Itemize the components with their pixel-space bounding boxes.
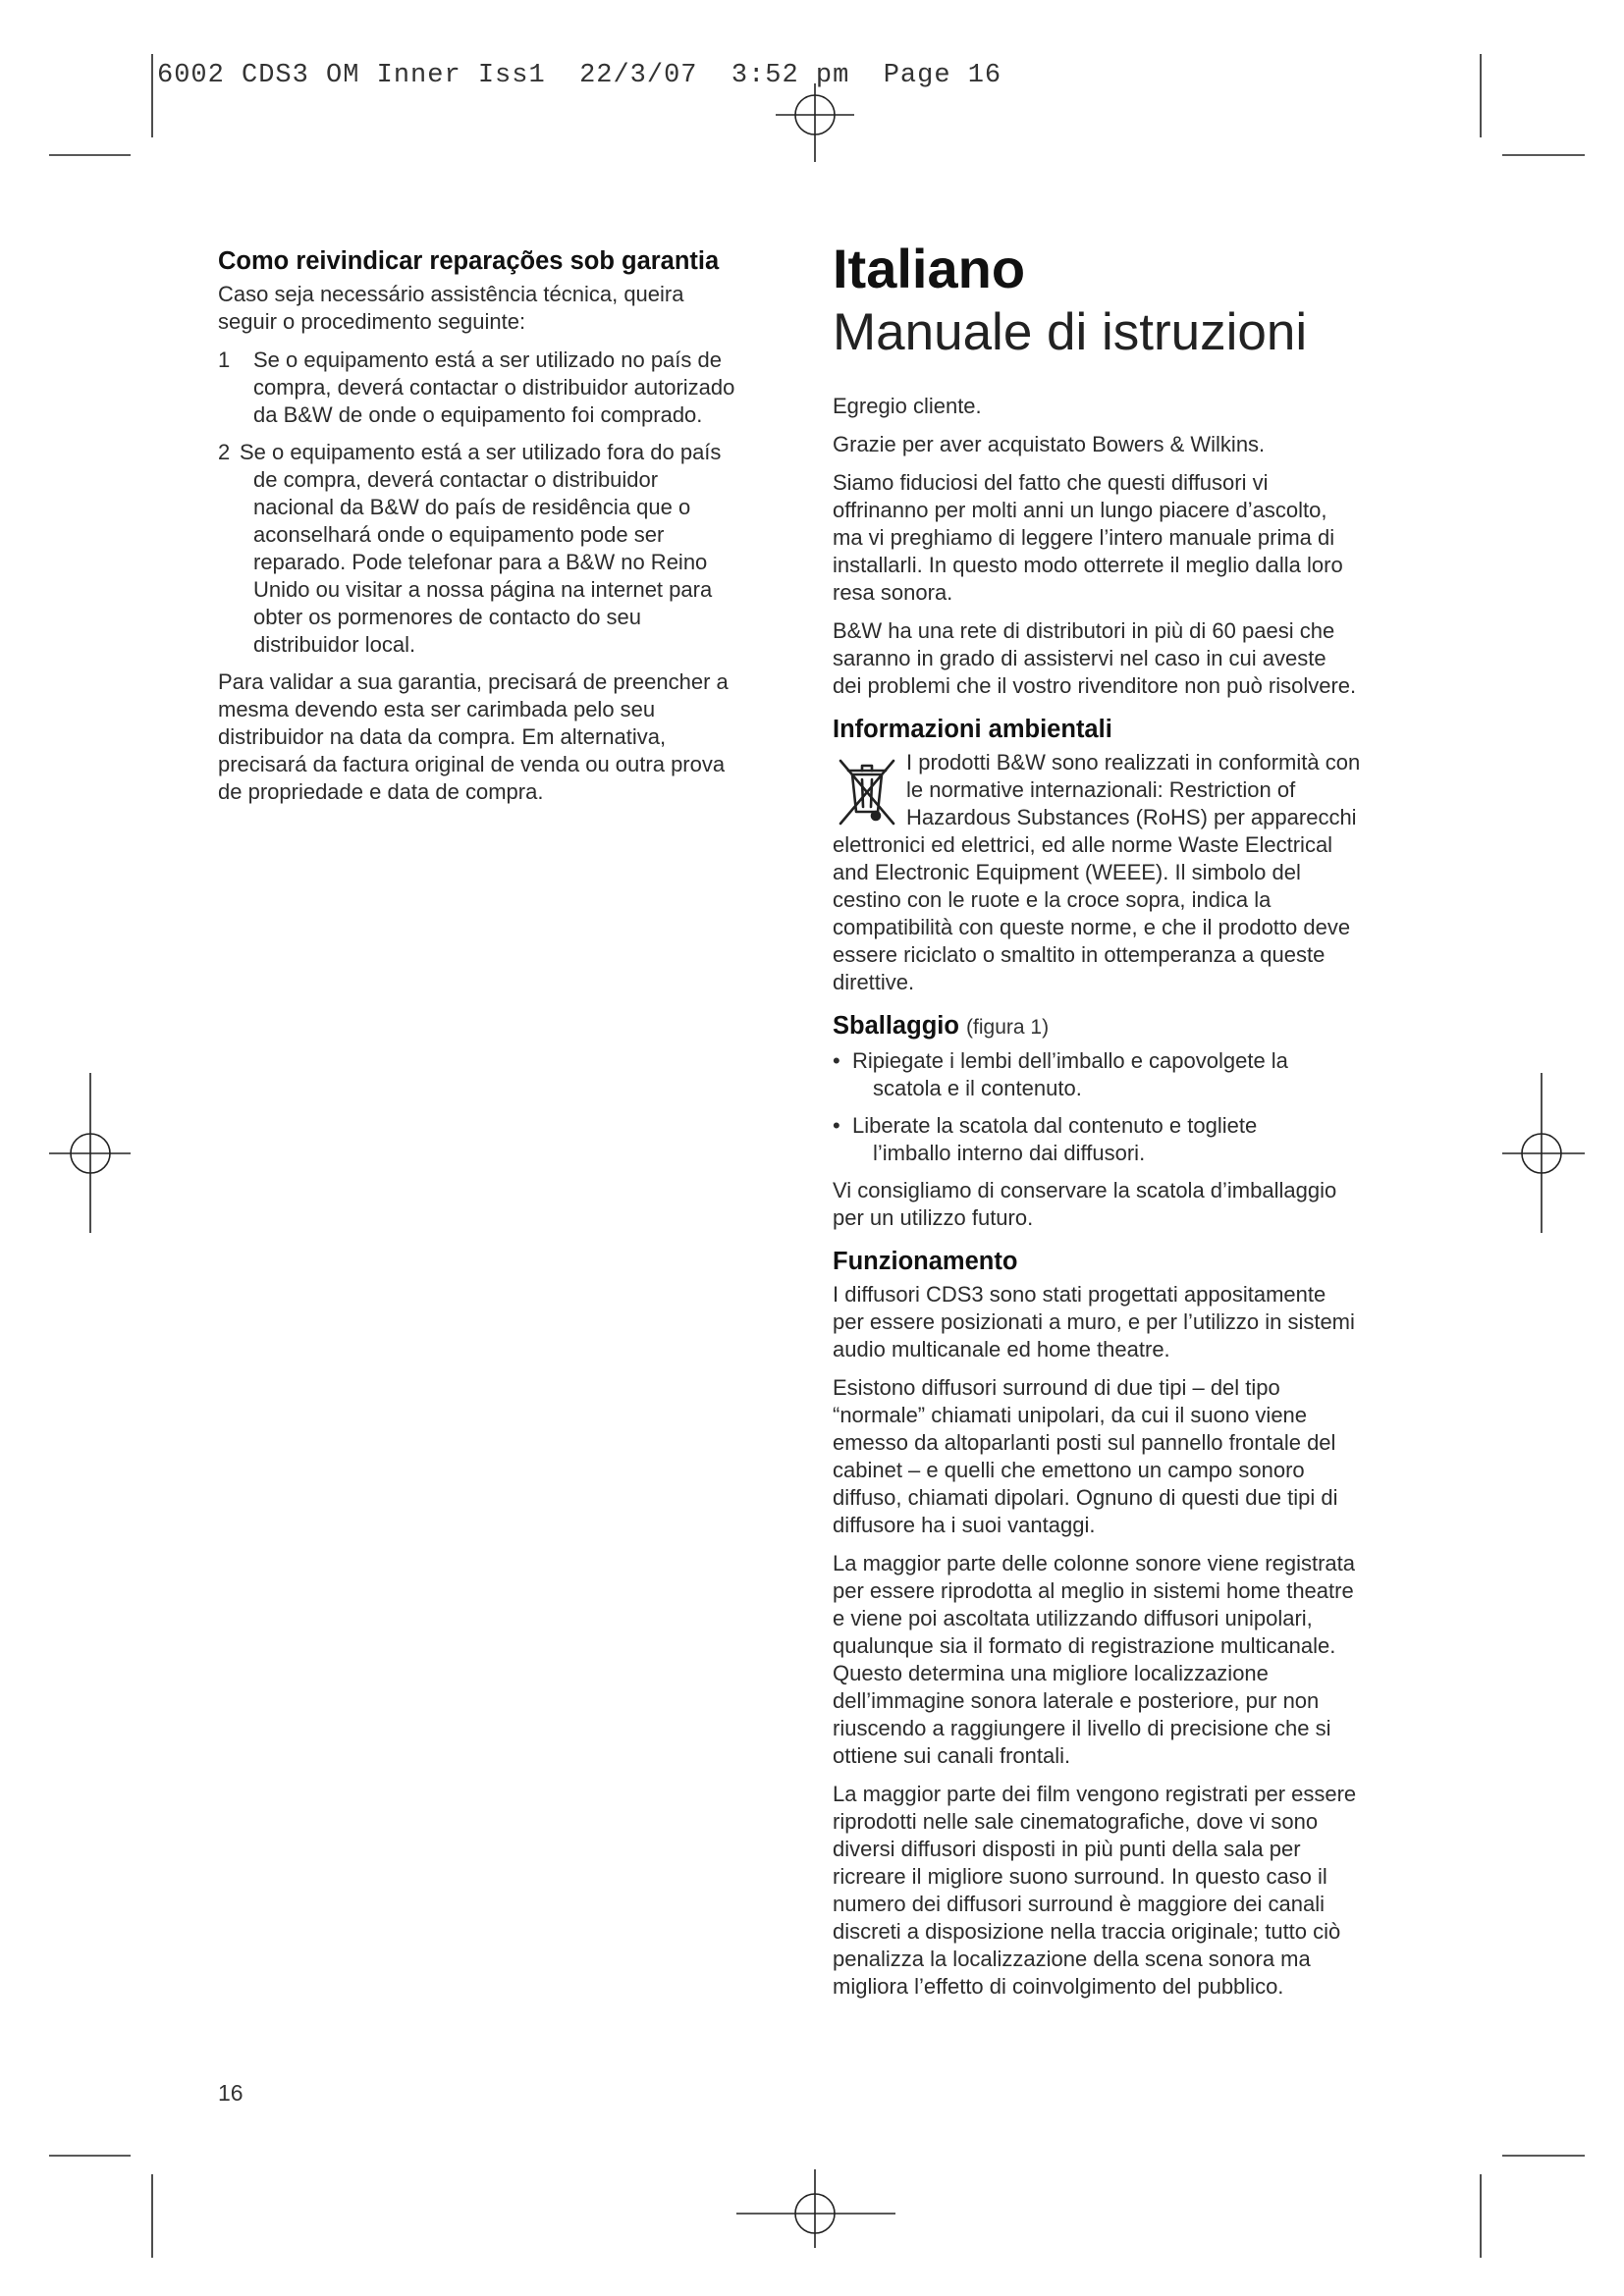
bullet-line: l’imballo interno dai diffusori. — [873, 1141, 1146, 1165]
closing-line: mesma devendo esta ser carimbada pelo seu — [218, 697, 656, 721]
warranty-closing — [218, 668, 807, 806]
para-line: dei problemi che il vostro rivenditore non può risolvere. — [833, 673, 1357, 698]
para-line: saranno in grado di assistervi nel caso in cui aveste — [833, 646, 1326, 670]
step-line: Se o equipamento está a ser utilizado no país de — [253, 347, 722, 372]
unpacking-title: Sballaggio — [833, 1012, 959, 1040]
left-column — [218, 245, 807, 817]
para-line: e viene poi ascoltata utilizzando diffusori unipolari, — [833, 1606, 1313, 1630]
bullet-mark: • — [833, 1048, 840, 1073]
step-line: reparado. Pode telefonar para a B&W no Reino — [253, 550, 708, 574]
para-line: le normative internazionali: Restriction of — [906, 777, 1296, 802]
para-line: Vi consigliamo di conservare la scatola d’imballaggio — [833, 1178, 1337, 1202]
closing-line: distribuidor na data da compra. Em alternativa, — [218, 724, 667, 749]
step-number: 2 — [218, 440, 231, 464]
environment-heading: Informazioni ambientali — [833, 716, 1112, 743]
operation-paragraph — [833, 1550, 1422, 1770]
para-line: ottiene sui canali frontali. — [833, 1743, 1071, 1768]
para-line: qualunque sia il formato di registrazione multicanale. — [833, 1633, 1336, 1658]
bullet-line: Liberate la scatola dal contenuto e togliete — [852, 1113, 1258, 1138]
para-line: emesso da altoparlanti posti sul pannello frontale del — [833, 1430, 1336, 1455]
para-line: compatibilità con queste norme, e che il prodotto deve — [833, 915, 1351, 939]
language-title: Italiano — [833, 238, 1026, 299]
step-line: obter os pormenores de contacto do seu — [253, 605, 642, 629]
warranty-step-1 — [218, 347, 807, 429]
para-line: riprodotti nelle sale cinematografiche, dove vi sono — [833, 1809, 1319, 1834]
warranty-step-2 — [218, 439, 807, 659]
para-line: per essere riprodotta al meglio in sistemi home theatre — [833, 1578, 1354, 1603]
environment-paragraph — [833, 749, 1422, 996]
environment-section — [833, 749, 1422, 996]
para-line: I prodotti B&W sono realizzati in conformità con — [906, 750, 1361, 774]
manual-subtitle: Manuale di istruzioni — [833, 303, 1308, 361]
step-line: compra, deverá contactar o distribuidor autorizado — [253, 375, 735, 400]
intro-line: Caso seja necessário assistência técnica, queira — [218, 282, 684, 306]
operation-paragraph — [833, 1374, 1422, 1539]
step-line: nacional da B&W do país de residência que o — [253, 495, 691, 519]
para-line: per essere posizionati a muro, e per l’utilizzo in sistemi — [833, 1309, 1355, 1334]
para-line: numero dei diffusori surround è maggiore dei canali — [833, 1892, 1325, 1916]
para-line: “normale” chiamati unipolari, da cui il suono viene — [833, 1403, 1308, 1427]
para-line: cabinet – e quelli che emettono un campo sonoro — [833, 1458, 1305, 1482]
para-line: penalizza la localizzazione della scena sonora ma — [833, 1947, 1311, 1971]
unpack-bullet — [833, 1047, 1422, 1102]
para-line: dell’immagine sonora laterale e posteriore, pur non — [833, 1688, 1320, 1713]
para-line: ma vi preghiamo di leggere l’intero manuale prima di — [833, 525, 1335, 550]
step-line: da B&W de onde o equipamento foi comprado. — [253, 402, 703, 427]
para-line: diversi diffusori disposti in più punti della sala per — [833, 1837, 1301, 1861]
step-line: Unido ou visitar a nossa página na internet para — [253, 577, 713, 602]
para-line: Siamo fiduciosi del fatto che questi diffusori vi — [833, 470, 1269, 495]
closing-line: de propriedade e data de compra. — [218, 779, 544, 804]
bullet-line: scatola e il contenuto. — [873, 1076, 1082, 1100]
unpack-note — [833, 1177, 1422, 1232]
distributor-paragraph — [833, 617, 1422, 700]
para-line: direttive. — [833, 970, 915, 994]
weee-crossed-bin-icon — [835, 753, 899, 829]
closing-line: Para validar a sua garantia, precisará de preencher a — [218, 669, 729, 694]
step-number: 1 — [218, 347, 231, 372]
step-line: aconselhará onde o equipamento pode ser — [253, 522, 665, 547]
operation-paragraph — [833, 1281, 1422, 1363]
page-number: 16 — [218, 2080, 244, 2106]
warranty-intro — [218, 281, 807, 336]
para-line: Hazardous Substances (RoHS) per apparecchi — [906, 805, 1357, 829]
para-line: riuscendo a raggiungere il livello di precisione che si — [833, 1716, 1331, 1740]
para-line: cestino con le ruote e la croce sopra, indica la — [833, 887, 1272, 912]
para-line: diffuso, chiamati dipolari. Ognuno di questi due tipi di — [833, 1485, 1338, 1510]
print-slug: 6002 CDS3 OM Inner Iss1 22/3/07 3:52 pm Page 16 — [157, 61, 1002, 90]
para-line: B&W ha una rete di distributori in più di 60 paesi che — [833, 618, 1335, 643]
para-line: migliora l’effetto di coinvolgimento del pubblico. — [833, 1974, 1284, 1999]
para-line: per un utilizzo futuro. — [833, 1205, 1034, 1230]
para-line: elettronici ed elettrici, ed alle norme Waste Electrical — [833, 832, 1333, 857]
para-line: installarli. In questo modo otterrete il meglio dalla loro — [833, 553, 1343, 577]
para-line: Esistono diffusori surround di due tipi – del tipo — [833, 1375, 1280, 1400]
para-line: La maggior parte dei film vengono registrati per essere — [833, 1782, 1357, 1806]
para-line: essere riciclato o smaltito in ottemperanza a queste — [833, 942, 1326, 967]
warranty-heading: Como reivindicar reparações sob garantia — [218, 247, 720, 275]
para-line: I diffusori CDS3 sono stati progettati appositamente — [833, 1282, 1326, 1307]
unpacking-heading — [833, 1010, 1422, 1043]
closing-line: precisará da factura original de venda ou outra prova — [218, 752, 726, 776]
para-line: and Electronic Equipment (WEEE). Il simbolo del — [833, 860, 1301, 884]
step-line: Se o equipamento está a ser utilizado fora do país — [240, 440, 722, 464]
para-line: resa sonora. — [833, 580, 953, 605]
figure-reference: (figura 1) — [966, 1016, 1050, 1039]
para-line: offrinanno per molti anni un lungo piacere d’ascolto, — [833, 498, 1327, 522]
para-line: audio multicanale ed home theatre. — [833, 1337, 1170, 1362]
step-line: de compra, deverá contactar o distribuidor — [253, 467, 659, 492]
step-line: distribuidor local. — [253, 632, 416, 657]
operation-paragraph — [833, 1781, 1422, 2001]
greeting: Egregio cliente. — [833, 394, 982, 418]
intro-line: seguir o procedimento seguinte: — [218, 309, 526, 334]
para-line: Questo determina una migliore localizzazione — [833, 1661, 1269, 1685]
thanks: Grazie per aver acquistato Bowers & Wilkins. — [833, 432, 1266, 456]
para-line: discreti a disposizione nella traccia originale; tutto ciò — [833, 1919, 1341, 1944]
right-column — [833, 238, 1422, 2011]
para-line: ricreare il migliore suono surround. In questo caso il — [833, 1864, 1327, 1889]
bullet-line: Ripiegate i lembi dell’imballo e capovolgete la — [852, 1048, 1288, 1073]
para-line: diffusore ha i suoi vantaggi. — [833, 1513, 1096, 1537]
unpack-bullet — [833, 1112, 1422, 1167]
intro-paragraph — [833, 469, 1422, 607]
operation-heading: Funzionamento — [833, 1248, 1018, 1275]
bullet-mark: • — [833, 1113, 840, 1138]
para-line: La maggior parte delle colonne sonore viene registrata — [833, 1551, 1355, 1575]
